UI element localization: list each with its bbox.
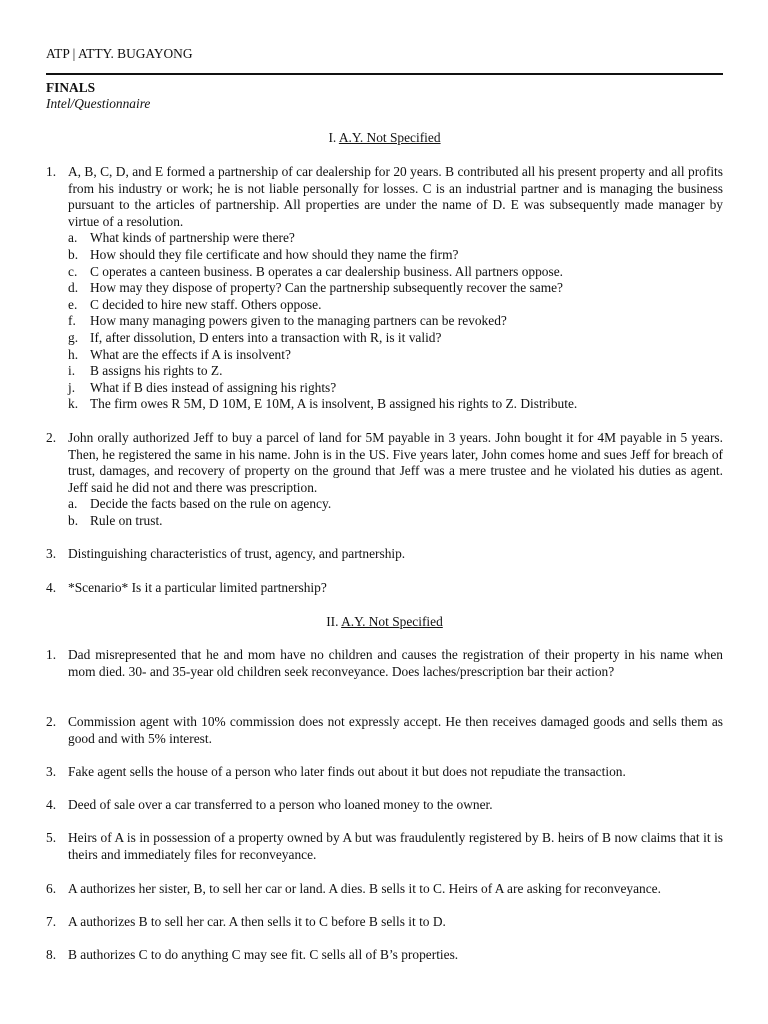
sub-question-item <box>46 513 723 530</box>
question-list <box>46 764 723 781</box>
section-ay: A.Y. Not Specified <box>338 130 441 145</box>
question-number: 7. <box>46 914 57 929</box>
question-item <box>46 914 723 931</box>
question-text: Fake agent sells the house of a person who later finds out about it but does not repudiate the transaction. <box>68 764 626 779</box>
sub-question-text: B assigns his rights to Z. <box>90 363 223 379</box>
sub-question-letter: f. <box>68 313 76 329</box>
sub-question-text: How may they dispose of property? Can the partnership subsequently recover the same? <box>90 280 563 296</box>
sub-question-letter: j. <box>68 379 76 395</box>
sub-question-text: C decided to hire new staff. Others oppose. <box>90 296 322 312</box>
sub-question-letter: b. <box>68 512 79 528</box>
sub-question-letter: a. <box>68 230 78 246</box>
sub-question-letter: i. <box>68 363 76 379</box>
question-number: 4. <box>46 580 57 595</box>
sub-question-item <box>46 264 723 281</box>
question-text: A authorizes B to sell her car. A then sells it to C before B sells it to D. <box>68 914 446 929</box>
sub-question-text: What kinds of partnership were there? <box>90 230 295 246</box>
exam-subtitle: Intel/Questionnaire <box>46 96 151 111</box>
question-text: Commission agent with 10% commission does not expressly accept. He then receives damaged goods and sells them as good and with 5% interest. <box>68 714 723 746</box>
sub-question-letter: c. <box>68 263 78 279</box>
question-number: 2. <box>46 714 57 729</box>
question-text: B authorizes C to do anything C may see fit. C sells all of B’s properties. <box>68 947 459 962</box>
question-text: A authorizes her sister, B, to sell her car or land. A dies. B sells it to C. Heirs of A are asking for reconveyance. <box>68 881 661 896</box>
question-list <box>46 714 723 747</box>
question-text: John orally authorized Jeff to buy a parcel of land for 5M payable in 3 years. John bought it for 4M payable in 5 years. Then, he registered the same in his name. John is in the US. Five years later, John comes home and sues Jeff for breach of trust, damages, and recovery of property on the ground that Jeff was a mere trustee and he violated his duties as agent. Jeff said he did not and there was prescription. <box>68 430 723 495</box>
section-title <box>46 130 723 147</box>
sub-question-item <box>46 230 723 247</box>
exam-title: FINALS <box>46 80 96 95</box>
question-text: Deed of sale over a car transferred to a person who loaned money to the owner. <box>68 797 493 812</box>
sub-question-text: What are the effects if A is insolvent? <box>90 346 291 362</box>
question-text: Heirs of A is in possession of a property owned by A but was fraudulently registered by B. heirs of B now claims that it is theirs and immediately files for reconveyance. <box>68 830 723 862</box>
question-item <box>46 764 723 781</box>
question-list <box>46 881 723 898</box>
sub-question-item <box>46 380 723 397</box>
question-number: 3. <box>46 546 57 561</box>
sub-question-text: The firm owes R 5M, D 10M, E 10M, A is insolvent, B assigned his rights to Z. Distribute. <box>90 396 578 412</box>
question-item <box>46 830 723 863</box>
sub-question-item <box>46 347 723 364</box>
sub-question-list <box>46 496 723 529</box>
question-list <box>46 830 723 863</box>
sub-question-text: How should they file certificate and how should they name the firm? <box>90 246 459 262</box>
sub-question-item <box>46 496 723 513</box>
sub-question-list <box>46 230 723 413</box>
question-list <box>46 914 723 931</box>
question-item <box>46 647 723 680</box>
sub-question-letter: g. <box>68 329 79 345</box>
question-list <box>46 647 723 680</box>
question-item <box>46 546 723 563</box>
course-header: ATP | ATTY. BUGAYONG <box>46 46 193 61</box>
section-roman: I. <box>328 130 337 145</box>
question-number: 3. <box>46 764 57 779</box>
sub-question-item <box>46 280 723 297</box>
question-list <box>46 164 723 413</box>
question-item <box>46 164 723 230</box>
sub-question-letter: k. <box>68 396 79 412</box>
question-item <box>46 947 723 964</box>
sub-question-item <box>46 247 723 264</box>
question-number: 4. <box>46 797 57 812</box>
question-item <box>46 797 723 814</box>
question-list <box>46 947 723 964</box>
sub-question-letter: h. <box>68 346 79 362</box>
question-list <box>46 797 723 814</box>
question-list <box>46 546 723 563</box>
question-item <box>46 714 723 747</box>
question-list <box>46 430 723 530</box>
sub-question-item <box>46 297 723 314</box>
question-number: 2. <box>46 430 57 445</box>
sub-question-item <box>46 330 723 347</box>
sub-question-item <box>46 363 723 380</box>
question-list <box>46 580 723 597</box>
question-number: 5. <box>46 830 57 845</box>
section-roman: II. <box>326 614 339 629</box>
sub-question-item <box>46 396 723 413</box>
question-text: Dad misrepresented that he and mom have no children and causes the registration of their property in his name when mom died. 30- and 35-year old children seek reconveyance. Does laches/prescription bar their action? <box>68 647 723 679</box>
question-number: 1. <box>46 164 57 179</box>
section-title <box>46 614 723 631</box>
header-rule <box>46 73 723 75</box>
question-number: 6. <box>46 881 57 896</box>
question-number: 1. <box>46 647 57 662</box>
question-item <box>46 881 723 898</box>
sub-question-text: How many managing powers given to the managing partners can be revoked? <box>90 313 507 329</box>
sub-question-letter: a. <box>68 496 78 512</box>
question-item <box>46 430 723 496</box>
sub-question-text: Decide the facts based on the rule on agency. <box>90 496 332 512</box>
sub-question-text: What if B dies instead of assigning his rights? <box>90 379 337 395</box>
question-number: 8. <box>46 947 57 962</box>
sub-question-text: Rule on trust. <box>90 512 163 528</box>
question-text: Distinguishing characteristics of trust, agency, and partnership. <box>68 546 406 561</box>
question-text: *Scenario* Is it a particular limited partnership? <box>68 580 327 595</box>
sub-question-letter: d. <box>68 280 79 296</box>
sub-question-item <box>46 313 723 330</box>
sub-question-text: C operates a canteen business. B operates a car dealership business. All partners oppose. <box>90 263 563 279</box>
question-item <box>46 580 723 597</box>
sub-question-text: If, after dissolution, D enters into a transaction with R, is it valid? <box>90 329 442 345</box>
sub-question-letter: b. <box>68 246 79 262</box>
sub-question-letter: e. <box>68 296 78 312</box>
section-ay: A.Y. Not Specified <box>341 614 443 629</box>
question-text: A, B, C, D, and E formed a partnership of car dealership for 20 years. B contributed all his present property and all profits from his industry or work; he is not liable personally for losses. C is an industrial partner and is managing the business pursuant to the articles of partnership. All properties are under the name of D. E was subsequently made manager by virtue of a resolution. <box>68 164 723 229</box>
